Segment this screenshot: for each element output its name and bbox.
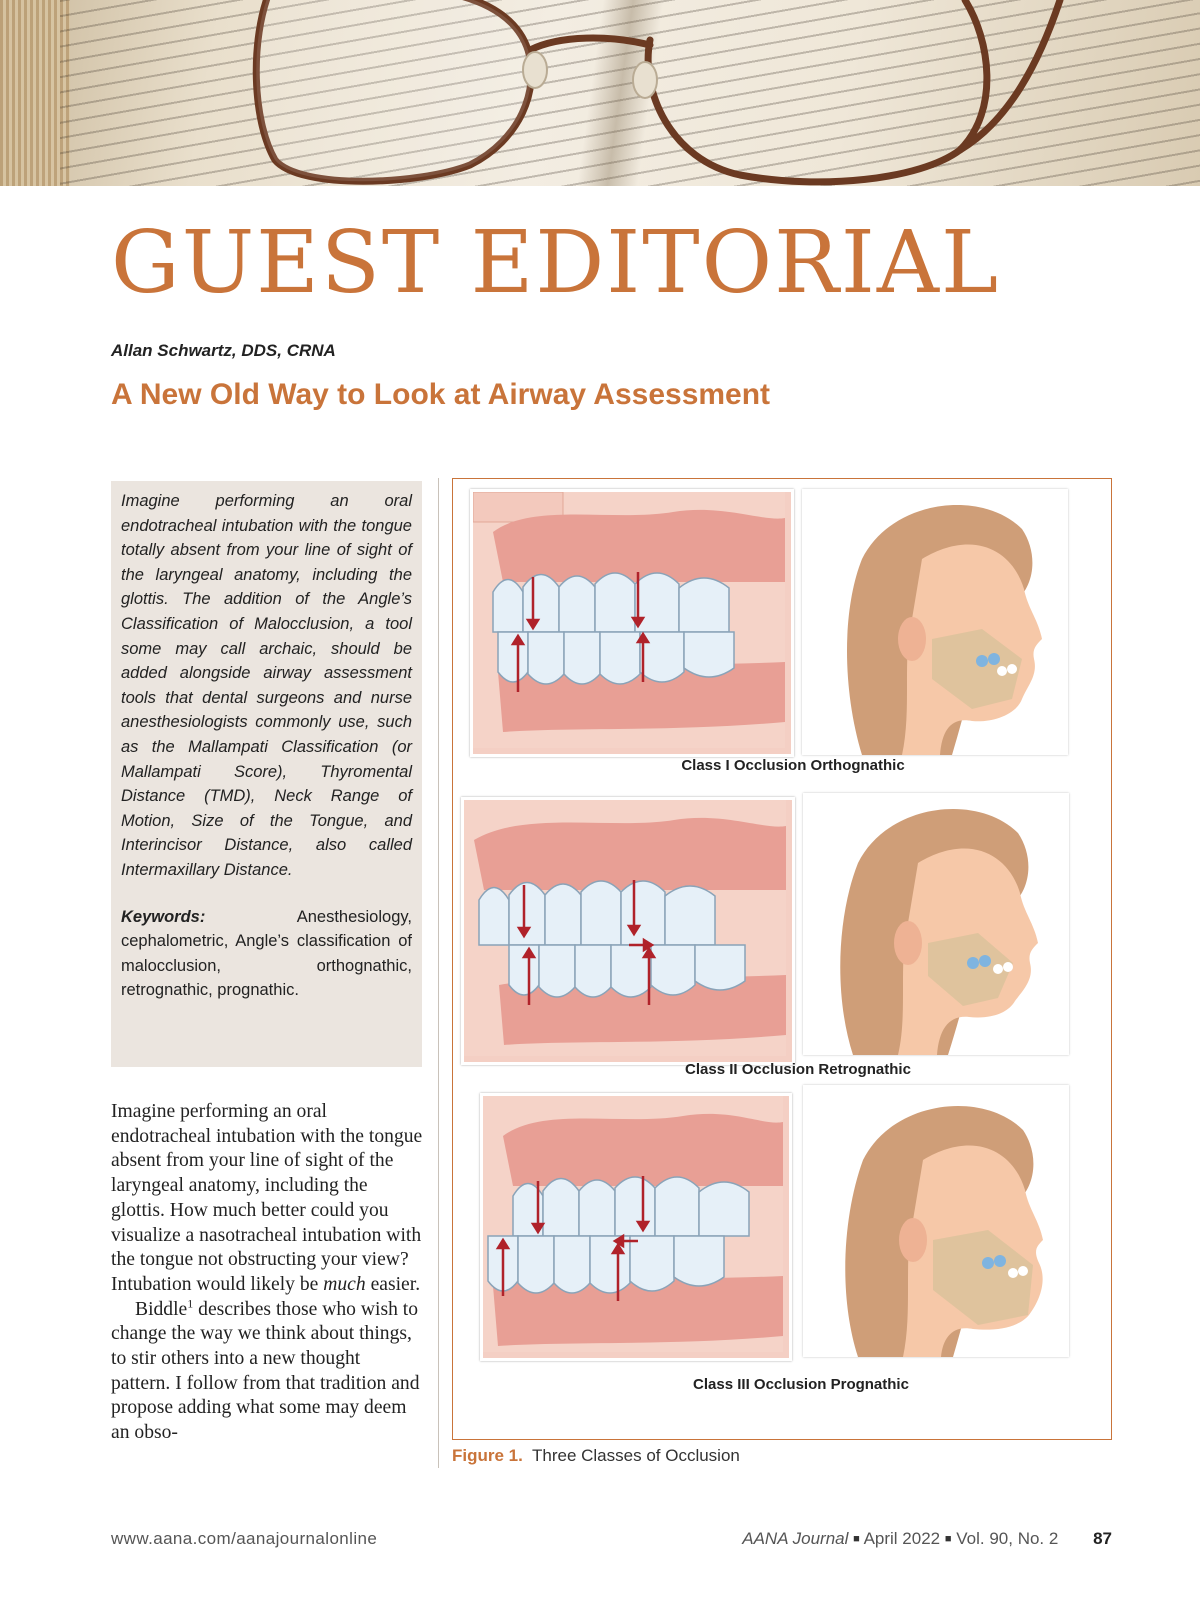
separator: ■	[853, 1533, 860, 1545]
panel-caption-class-1: Class I Occlusion Orthognathic	[681, 757, 905, 774]
face-profile-class-3	[803, 1085, 1069, 1357]
teeth-occlusion-image	[473, 492, 785, 748]
figure-1	[452, 478, 1112, 1440]
figure-caption	[452, 1446, 740, 1466]
article-title: A New Old Way to Look at Airway Assessment	[111, 378, 771, 411]
body-text-span: Imagine performing an oral endotracheal intubation with the tongue absent from your line of sight of the laryngeal anatomy, including the glottis. How much better could you visualize a nasotracheal intubation with the tongue not obstructing your view? Intubation would likely be	[111, 1101, 423, 1295]
journal-name: AANA Journal	[742, 1529, 849, 1548]
body-text	[111, 1100, 423, 1446]
footer-url[interactable]: www.aana.com/aanajournalonline	[111, 1529, 378, 1548]
teeth-illustration-class-2	[461, 797, 795, 1065]
body-paragraph-2	[111, 1298, 423, 1446]
face-profile-class-1	[802, 489, 1068, 755]
teeth-illustration-class-3	[480, 1093, 792, 1361]
page-number: 87	[1093, 1529, 1112, 1548]
reference-superscript[interactable]: 1	[187, 1296, 194, 1311]
separator: ■	[944, 1533, 952, 1545]
cited-author: Biddle	[135, 1298, 188, 1320]
keywords	[121, 905, 412, 1003]
face-profile-image	[803, 793, 1069, 1055]
teeth-occlusion-image	[464, 800, 786, 1056]
column-divider	[438, 478, 439, 1468]
body-paragraph-1	[111, 1100, 423, 1298]
teeth-illustration-class-1	[470, 489, 794, 757]
issue-date: April 2022	[863, 1529, 941, 1548]
panel-caption-class-2: Class II Occlusion Retrognathic	[685, 1061, 911, 1078]
footer-citation	[742, 1529, 1112, 1549]
body-text-span: describes those who wish to change the way we think about things, to stir others into a new thought pattern. I follow from that tradition and propose adding what some may deem an obso-	[111, 1298, 420, 1444]
eyeglasses-icon	[0, 0, 1200, 186]
face-profile-image	[802, 489, 1068, 755]
section-title: GUEST EDITORIAL	[111, 213, 1001, 313]
figure-label: Figure 1.	[452, 1446, 523, 1465]
header-photo-book-glasses	[0, 0, 1200, 186]
author-byline: Allan Schwartz, DDS, CRNA	[111, 341, 336, 360]
face-profile-class-2	[803, 793, 1069, 1055]
keywords-text: Anesthesiology, cephalometric, Angle’s classification of malocclusion, orthognathic, retrognathic, prognathic.	[121, 907, 412, 1000]
abstract-box	[111, 481, 422, 1067]
volume-number: Vol. 90, No. 2	[956, 1529, 1059, 1548]
figure-caption-text: Three Classes of Occlusion	[532, 1446, 740, 1465]
body-text-span: easier.	[365, 1273, 421, 1295]
teeth-occlusion-image	[483, 1096, 783, 1352]
emphasis: much	[323, 1273, 366, 1295]
panel-caption-class-3: Class III Occlusion Prognathic	[693, 1376, 909, 1393]
face-profile-image	[803, 1085, 1069, 1357]
abstract-text: Imagine performing an oral endotracheal intubation with the tongue totally absent from your line of sight of the laryngeal anatomy, including the glottis. The addition of the Angle’s Classification of Malocclusion, a tool some may call archaic, should be added alongside airway assessment tools that dental surgeons and nurse anesthesiologists commonly use, such as the Mallampati Classification (or Mallampati Score), Thyromental Distance (TMD), Neck Range of Motion, Size of the Tongue, and Interincisor Distance, also called Intermaxillary Distance.	[121, 492, 412, 879]
keywords-label: Keywords:	[121, 907, 206, 926]
